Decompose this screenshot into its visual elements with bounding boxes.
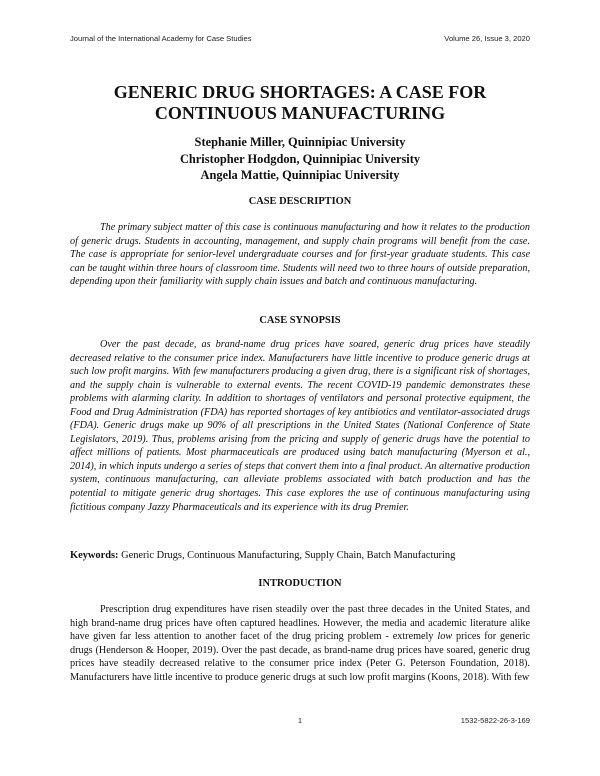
author-1: Stephanie Miller, Quinnipiac University [194,135,406,149]
running-header [70,34,530,46]
title-line-1: GENERIC DRUG SHORTAGES: A CASE FOR [113,82,487,102]
case-synopsis-text [70,338,530,514]
introduction-heading: INTRODUCTION [258,578,342,589]
intro-emphasis: low [437,631,453,643]
intro-text-part-2: prices for generic drugs (Henderson & Hooper, 2019). Over the past decade, as brand-name drug prices have soared, generic drug prices have steadily decreased relative to the consumer price index (Peter G. Peterson Foundation, 2018). Manufacturers have little incentive to produce generic drugs at such low profit margins (Koons, 2018). With few [70,631,531,683]
case-description-body: The primary subject matter of this case is continuous manufacturing and how it relates to the production of generic drugs. Students in accounting, management, and supply chain programs will benefit from the case. The case is appropriate for senior-level undergraduate courses and for first-year graduate students. This case can be taught within three hours of classroom time. Students will need two to three hours of outside preparation, depending upon their familiarity with supply chain issues and batch and continuous manufacturing. [70,222,530,288]
case-description-text [70,221,530,289]
title-line-2: CONTINUOUS MANUFACTURING [154,103,446,123]
page-footer [70,716,530,728]
page-number: 1 [297,716,303,725]
article-id: 1532-5822-26-3-169 [460,716,530,725]
intro-text-part-1: Prescription drug expenditures have risen steadily over the past three decades in the United States, and high brand-name drug prices have often captured headlines. However, the media and academic literature alike have given far less attention to another facet of the drug pricing problem - extremely [70,604,530,643]
keywords-text: Generic Drugs, Continuous Manufacturing, Supply Chain, Batch Manufacturing [121,550,456,561]
case-synopsis-body: Over the past decade, as brand-name drug prices have soared, generic drug prices have steadily decreased relative to the consumer price index. Manufacturers have little incentive to produce generic drugs at such low profit margins. With few manufacturers producing a given drug, there is a significant risk of shortages, and the supply chain is vulnerable to external events. The recent COVID-19 pandemic demonstrates these problems with alarming clarity. In addition to shortages of ventilators and personal protective equipment, the Food and Drug Administration (FDA) has reported shortages of key antibiotics and ventilator-associated drugs (FDA). Generic drugs make up 90% of all prescriptions in the United States (National Conference of State Legislators, 2019). Thus, problems arising from the pricing and supply of generic drugs have the potential to affect millions of patients. Most pharmaceuticals are produced using batch manufacturing (Myerson et al., 2014), in which inputs undergo a series of steps that convert them into a final product. An alternative production system, continuous manufacturing, can alleviate problems associated with batch production and has the potential to mitigate generic drug shortages. This case explores the use of continuous manufacturing using fictitious company Jazzy Pharmaceuticals and its experience with its drug Premier. [70,339,530,513]
case-description-heading: CASE DESCRIPTION [248,196,352,207]
journal-name: Journal of the International Academy for Case Studies [70,34,252,43]
author-3: Angela Mattie, Quinnipiac University [200,168,400,182]
introduction-text [70,603,530,684]
keywords [70,550,530,561]
keywords-label: Keywords: [70,550,119,561]
author-list [70,134,530,184]
volume-issue: Volume 26, Issue 3, 2020 [444,34,530,43]
author-2: Christopher Hodgdon, Quinnipiac University [179,151,421,166]
paper-title [70,82,530,124]
case-synopsis-heading: CASE SYNOPSIS [259,315,341,326]
